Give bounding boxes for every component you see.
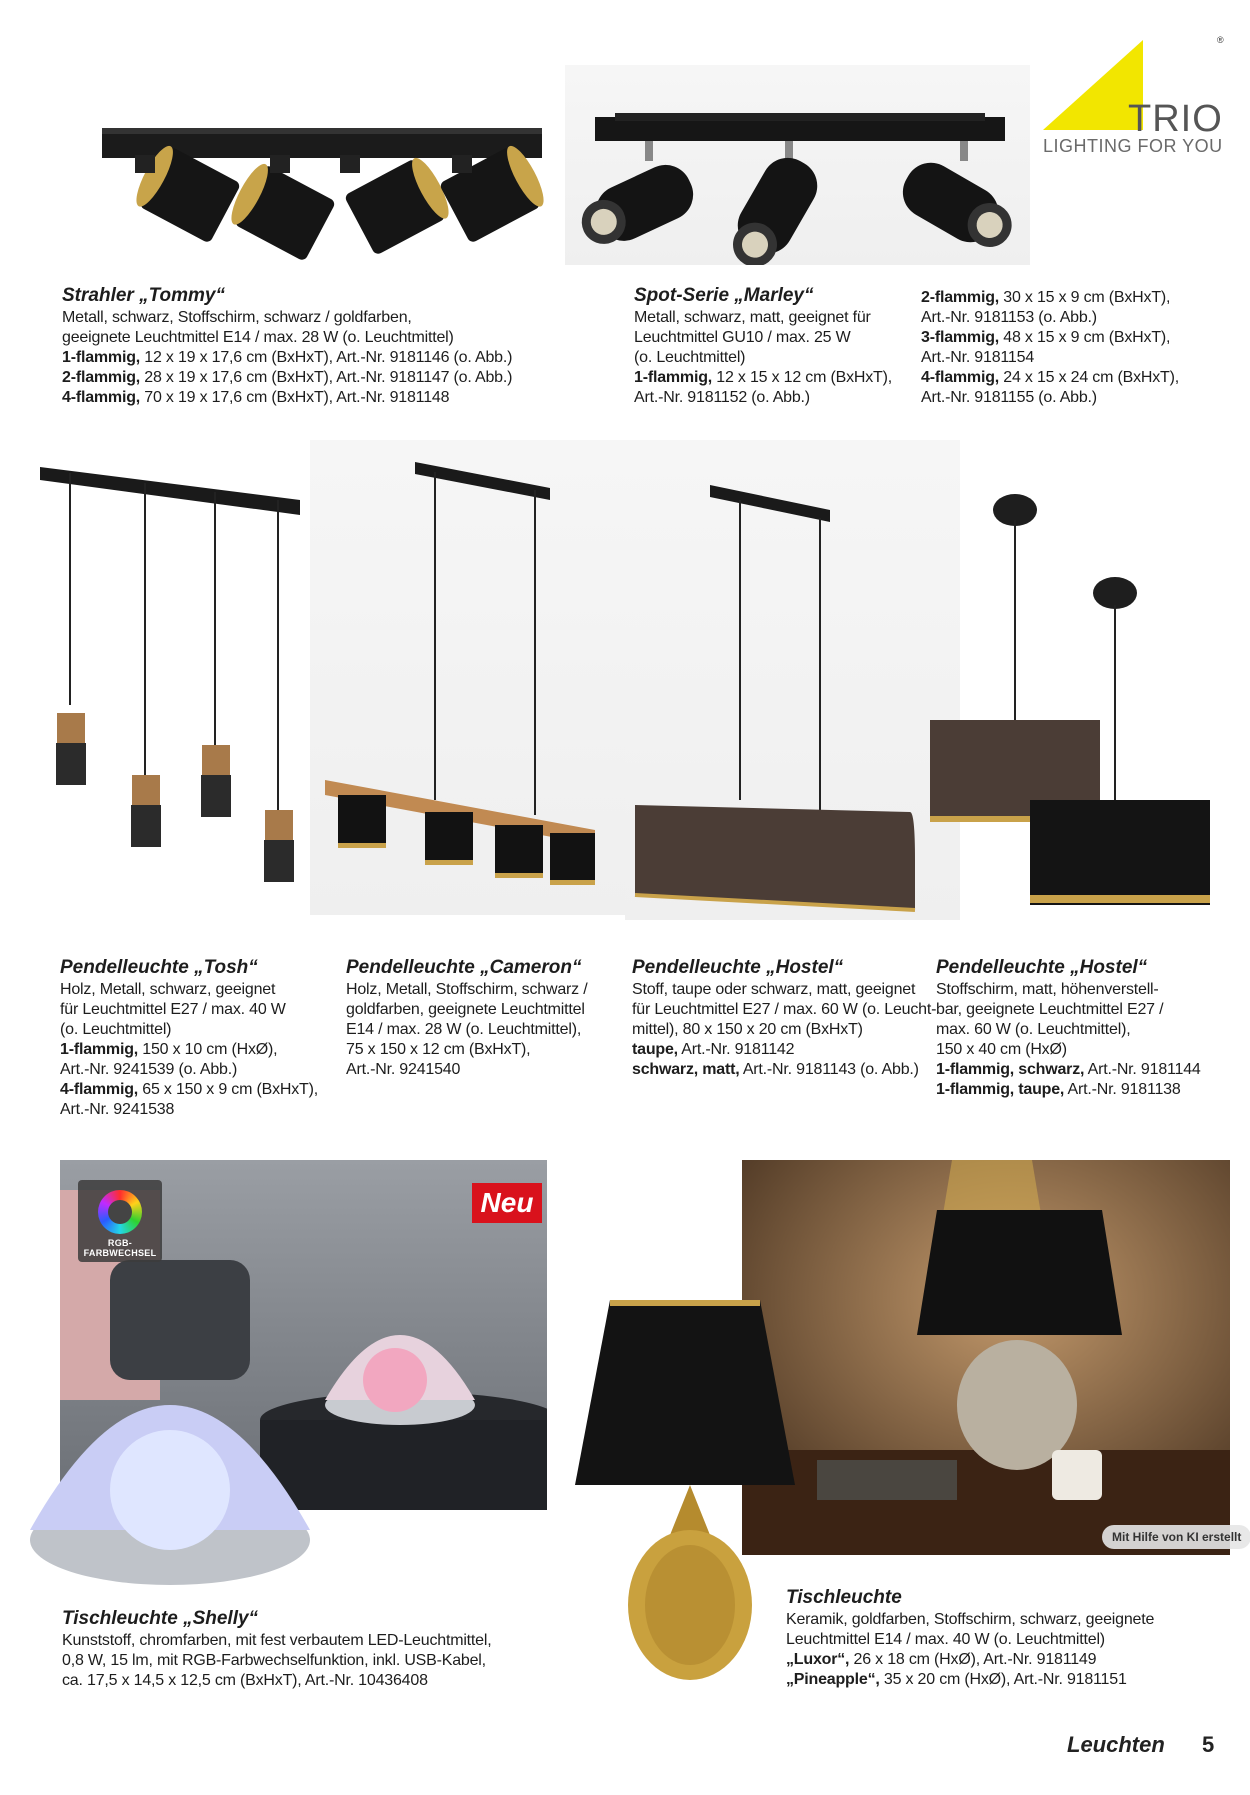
product-desc-line: Holz, Metall, schwarz, geeignet	[60, 981, 276, 998]
product-variant	[936, 1060, 1201, 1080]
product-title: Spot-Serie „Marley“	[634, 285, 814, 306]
product-variant	[632, 1060, 936, 1080]
product-title: Pendelleuchte „Hostel“	[632, 957, 844, 978]
product-hostel-oval	[632, 957, 936, 1080]
product-desc-line: (o. Leuchtmittel)	[60, 1021, 172, 1038]
product-variant	[62, 388, 512, 408]
rgb-color-change-badge	[78, 1180, 162, 1262]
product-desc-line: Holz, Metall, Stoffschirm, schwarz /	[346, 981, 588, 998]
rgb-badge-text	[78, 1238, 162, 1258]
product-variant	[60, 1060, 318, 1080]
page-number: 5	[1202, 1732, 1215, 1757]
product-variant	[60, 1040, 318, 1060]
product-desc-line: goldfarben, geeignete Leuchtmittel	[346, 1001, 585, 1018]
product-title: Pendelleuchte „Tosh“	[60, 957, 258, 978]
product-desc-line: Metall, schwarz, matt, geeignet für	[634, 309, 871, 326]
variant-label: „Pineapple“,	[786, 1671, 880, 1688]
trio-logo-tagline: LIGHTING FOR YOU	[1043, 136, 1223, 156]
variant-text: 26 x 18 cm (HxØ), Art.-Nr. 9181149	[849, 1651, 1097, 1668]
product-desc-line: für Leuchtmittel E27 / max. 40 W	[60, 1001, 286, 1018]
variant-label: 3-flammig,	[921, 329, 1000, 346]
hostel-round-product-photo	[925, 490, 1220, 930]
product-hostel-round	[936, 957, 1201, 1100]
variant-label: 1-flammig,	[62, 349, 141, 366]
variant-label: schwarz, matt,	[632, 1061, 740, 1078]
product-desc-line: Metall, schwarz, Stoffschirm, schwarz / goldfarben,	[62, 309, 412, 326]
product-title: Pendelleuchte „Hostel“	[936, 957, 1148, 978]
product-variant	[634, 368, 892, 388]
pineapple-product-photo	[570, 1295, 810, 1695]
tommy-product-photo	[40, 95, 580, 275]
luxor-product-photo	[742, 1160, 1230, 1555]
product-marley	[634, 285, 892, 408]
variant-label: 1-flammig,	[634, 369, 713, 386]
variant-text: Art.-Nr. 9181138	[1064, 1081, 1181, 1098]
product-desc-line: 150 x 40 cm (HxØ)	[936, 1041, 1067, 1058]
product-desc-line: mittel), 80 x 150 x 20 cm (BxHxT)	[632, 1021, 863, 1038]
product-title: Strahler „Tommy“	[62, 285, 225, 306]
product-shelly	[62, 1608, 491, 1691]
variant-label: 1-flammig, schwarz,	[936, 1061, 1085, 1078]
product-title: Tischleuchte	[786, 1587, 902, 1608]
variant-text: Art.-Nr. 9181143 (o. Abb.)	[739, 1061, 919, 1078]
variant-text: Art.-Nr. 9181144	[1084, 1061, 1201, 1078]
tosh-product-photo	[35, 455, 310, 925]
new-badge: Neu	[472, 1183, 542, 1223]
product-desc-line: 0,8 W, 15 lm, mit RGB-Farbwechselfunktion, inkl. USB-Kabel,	[62, 1652, 486, 1669]
product-tosh	[60, 957, 318, 1120]
trio-logo	[1043, 40, 1223, 160]
product-title: Pendelleuchte „Cameron“	[346, 957, 582, 978]
product-desc-line: ca. 17,5 x 14,5 x 12,5 cm (BxHxT), Art.-Nr. 10436408	[62, 1672, 428, 1689]
variant-label: 4-flammig,	[921, 369, 1000, 386]
variant-label: „Luxor“,	[786, 1651, 850, 1668]
variant-label: 2-flammig,	[62, 369, 141, 386]
product-variant	[62, 348, 512, 368]
product-desc-line: Keramik, goldfarben, Stoffschirm, schwarz, geeignete	[786, 1611, 1155, 1628]
ai-generated-tag: Mit Hilfe von KI erstellt	[1102, 1525, 1250, 1549]
variant-text: Art.-Nr. 9181154	[921, 349, 1035, 366]
product-desc-line: 75 x 150 x 12 cm (BxHxT),	[346, 1041, 531, 1058]
product-desc-line: max. 60 W (o. Leuchtmittel),	[936, 1021, 1131, 1038]
product-desc-line: Art.-Nr. 9241540	[346, 1061, 461, 1078]
marley-product-photo	[565, 65, 1030, 265]
product-variant	[60, 1100, 318, 1120]
variant-label: 4-flammig,	[60, 1081, 139, 1098]
product-desc-line: für Leuchtmittel E27 / max. 60 W (o. Leucht-	[632, 1001, 937, 1018]
variant-text: 12 x 19 x 17,6 cm (BxHxT), Art.-Nr. 9181146 (o. Abb.)	[140, 349, 513, 366]
footer-section-label: Leuchten	[1067, 1732, 1165, 1757]
product-desc-line: Leuchtmittel GU10 / max. 25 W	[634, 329, 851, 346]
variant-text: 70 x 19 x 17,6 cm (BxHxT), Art.-Nr. 9181148	[140, 389, 450, 406]
product-title: Tischleuchte „Shelly“	[62, 1608, 259, 1629]
variant-text: 65 x 150 x 9 cm (BxHxT),	[138, 1081, 318, 1098]
product-variant	[921, 368, 1179, 388]
variant-text: Art.-Nr. 9181142	[677, 1041, 795, 1058]
rgb-badge-line: RGB-	[107, 1238, 133, 1248]
variant-label: 1-flammig, taupe,	[936, 1081, 1065, 1098]
variant-text: 12 x 15 x 12 cm (BxHxT),	[712, 369, 892, 386]
variant-text: 48 x 15 x 9 cm (BxHxT),	[999, 329, 1171, 346]
product-marley-variants	[921, 288, 1179, 408]
variant-text: 150 x 10 cm (HxØ),	[138, 1041, 278, 1058]
product-variant	[62, 368, 512, 388]
product-desc-line: Leuchtmittel E14 / max. 40 W (o. Leuchtmittel)	[786, 1631, 1105, 1648]
product-variant	[60, 1080, 318, 1100]
product-variant	[936, 1080, 1201, 1100]
product-tommy	[62, 285, 512, 408]
rgb-color-wheel-icon	[98, 1190, 142, 1234]
product-desc-line: geeignete Leuchtmittel E14 / max. 28 W (o. Leuchtmittel)	[62, 329, 454, 346]
product-variant	[786, 1650, 1154, 1670]
trio-logo-name: TRIO	[1128, 98, 1223, 140]
product-desc-line: Stoff, taupe oder schwarz, matt, geeignet	[632, 981, 916, 998]
variant-text: 35 x 20 cm (HxØ), Art.-Nr. 9181151	[879, 1671, 1127, 1688]
variant-text: 24 x 15 x 24 cm (BxHxT),	[999, 369, 1179, 386]
product-variant	[921, 328, 1179, 348]
cameron-product-photo	[310, 440, 625, 915]
product-variant	[634, 388, 892, 408]
variant-text: Art.-Nr. 9241539 (o. Abb.)	[60, 1061, 238, 1078]
variant-text: 30 x 15 x 9 cm (BxHxT),	[999, 289, 1171, 306]
product-tischleuchte	[786, 1587, 1154, 1690]
registered-mark: ®	[1217, 35, 1224, 45]
variant-label: taupe,	[632, 1041, 678, 1058]
product-variant	[921, 388, 1179, 408]
product-desc-line: (o. Leuchtmittel)	[634, 349, 746, 366]
variant-label: 2-flammig,	[921, 289, 1000, 306]
product-variant	[632, 1040, 936, 1060]
product-desc-line: E14 / max. 28 W (o. Leuchtmittel),	[346, 1021, 582, 1038]
variant-text: Art.-Nr. 9181152 (o. Abb.)	[634, 389, 810, 406]
variant-text: Art.-Nr. 9181153 (o. Abb.)	[921, 309, 1097, 326]
product-variant	[921, 288, 1179, 308]
product-cameron	[346, 957, 587, 1080]
product-variant	[921, 308, 1179, 328]
product-desc-line: bar, geeignete Leuchtmittel E27 /	[936, 1001, 1164, 1018]
hostel-oval-product-photo	[625, 440, 960, 920]
variant-text: 28 x 19 x 17,6 cm (BxHxT), Art.-Nr. 9181147 (o. Abb.)	[140, 369, 513, 386]
product-desc-line: Kunststoff, chromfarben, mit fest verbautem LED-Leuchtmittel,	[62, 1632, 492, 1649]
product-variant	[786, 1670, 1154, 1690]
variant-text: Art.-Nr. 9241538	[60, 1101, 175, 1118]
variant-label: 1-flammig,	[60, 1041, 139, 1058]
variant-text: Art.-Nr. 9181155 (o. Abb.)	[921, 389, 1097, 406]
product-variant	[921, 348, 1179, 368]
rgb-badge-line: FARBWECHSEL	[83, 1248, 157, 1258]
variant-label: 4-flammig,	[62, 389, 141, 406]
product-desc-line: Stoffschirm, matt, höhenverstell-	[936, 981, 1159, 998]
